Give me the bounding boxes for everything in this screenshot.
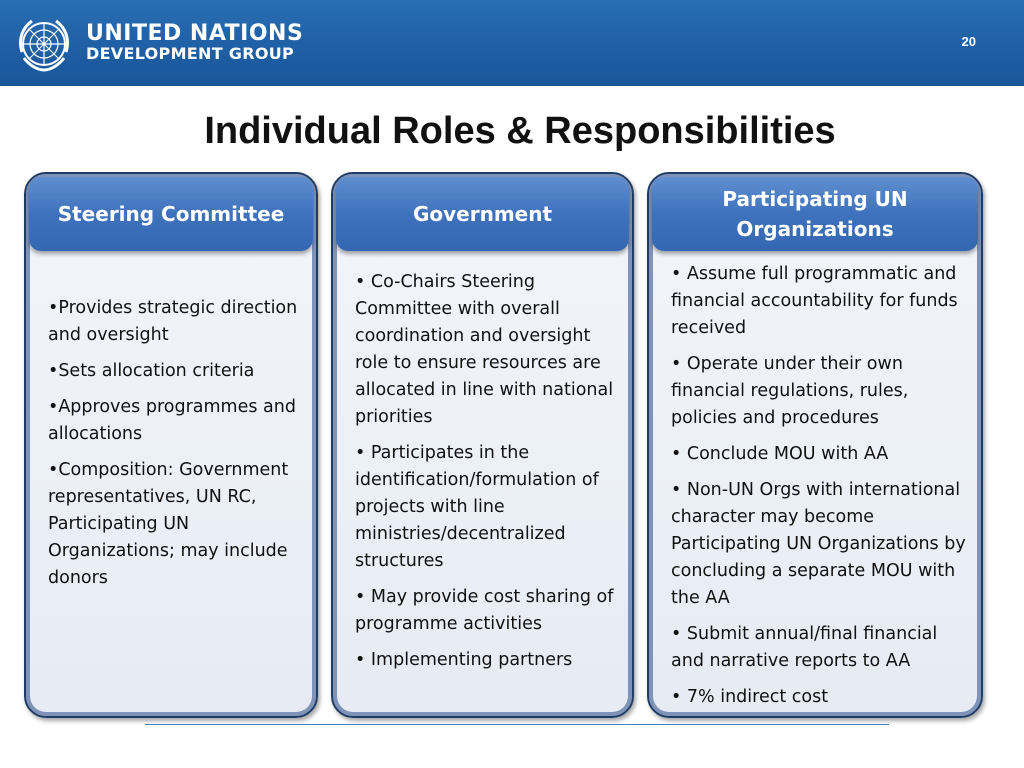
slide-title: Individual Roles & Responsibilities: [204, 110, 836, 152]
panel-heading-text: Government: [412, 202, 553, 226]
panel-body: [355, 269, 618, 683]
bullet-item: • May provide cost sharing of programme activities: [355, 587, 614, 634]
panel-participating-un-organizations: [647, 172, 983, 718]
bullet-item: • Implementing partners: [355, 650, 573, 670]
org-name-line2: DEVELOPMENT GROUP: [86, 44, 295, 63]
panel-body: [48, 295, 302, 601]
panel-heading-text-line2: Organizations: [736, 217, 894, 241]
org-name-line1: UNITED NATIONS: [86, 21, 304, 46]
bullet-item: •Composition: Government representatives, UN RC, Participating UN Organizations; may include donors: [48, 460, 289, 588]
bullet-item: • Participates in the identification/formulation of projects with line ministries/decentralized structures: [355, 443, 599, 571]
slide-number: 20: [961, 34, 976, 49]
bullet-item: • Conclude MOU with AA: [671, 444, 889, 464]
bullet-item: • Co-Chairs Steering Committee with overall coordination and oversight role to ensure resources are allocated in line with national priorities: [355, 272, 614, 427]
panel-heading-text-line1: Participating UN: [722, 187, 908, 211]
bullet-item: • Submit annual/final financial and narrative reports to AA: [671, 624, 938, 671]
panel-government: [331, 172, 634, 718]
bullet-item: •Sets allocation criteria: [48, 361, 255, 381]
bullet-item: • 7% indirect cost: [671, 687, 829, 707]
bullet-item: • Non-UN Orgs with international character may become Participating UN Organizations by concluding a separate MOU with the AA: [671, 480, 966, 608]
panel-heading: [29, 177, 313, 251]
panel-heading: [336, 177, 629, 251]
panel-heading: [652, 177, 978, 251]
bullet-item: •Provides strategic direction and oversight: [48, 298, 298, 345]
panel-body: [671, 261, 967, 720]
bullet-item: • Operate under their own financial regulations, rules, policies and procedures: [671, 354, 909, 428]
panel-heading-text: Steering Committee: [57, 202, 285, 226]
bullet-item: •Approves programmes and allocations: [48, 397, 296, 444]
panel-steering-committee: [24, 172, 318, 718]
bullet-item: • Assume full programmatic and financial accountability for funds received: [671, 264, 958, 338]
un-emblem-icon: [14, 14, 74, 74]
header-bar: [0, 0, 1024, 86]
footer-divider: [145, 724, 889, 725]
